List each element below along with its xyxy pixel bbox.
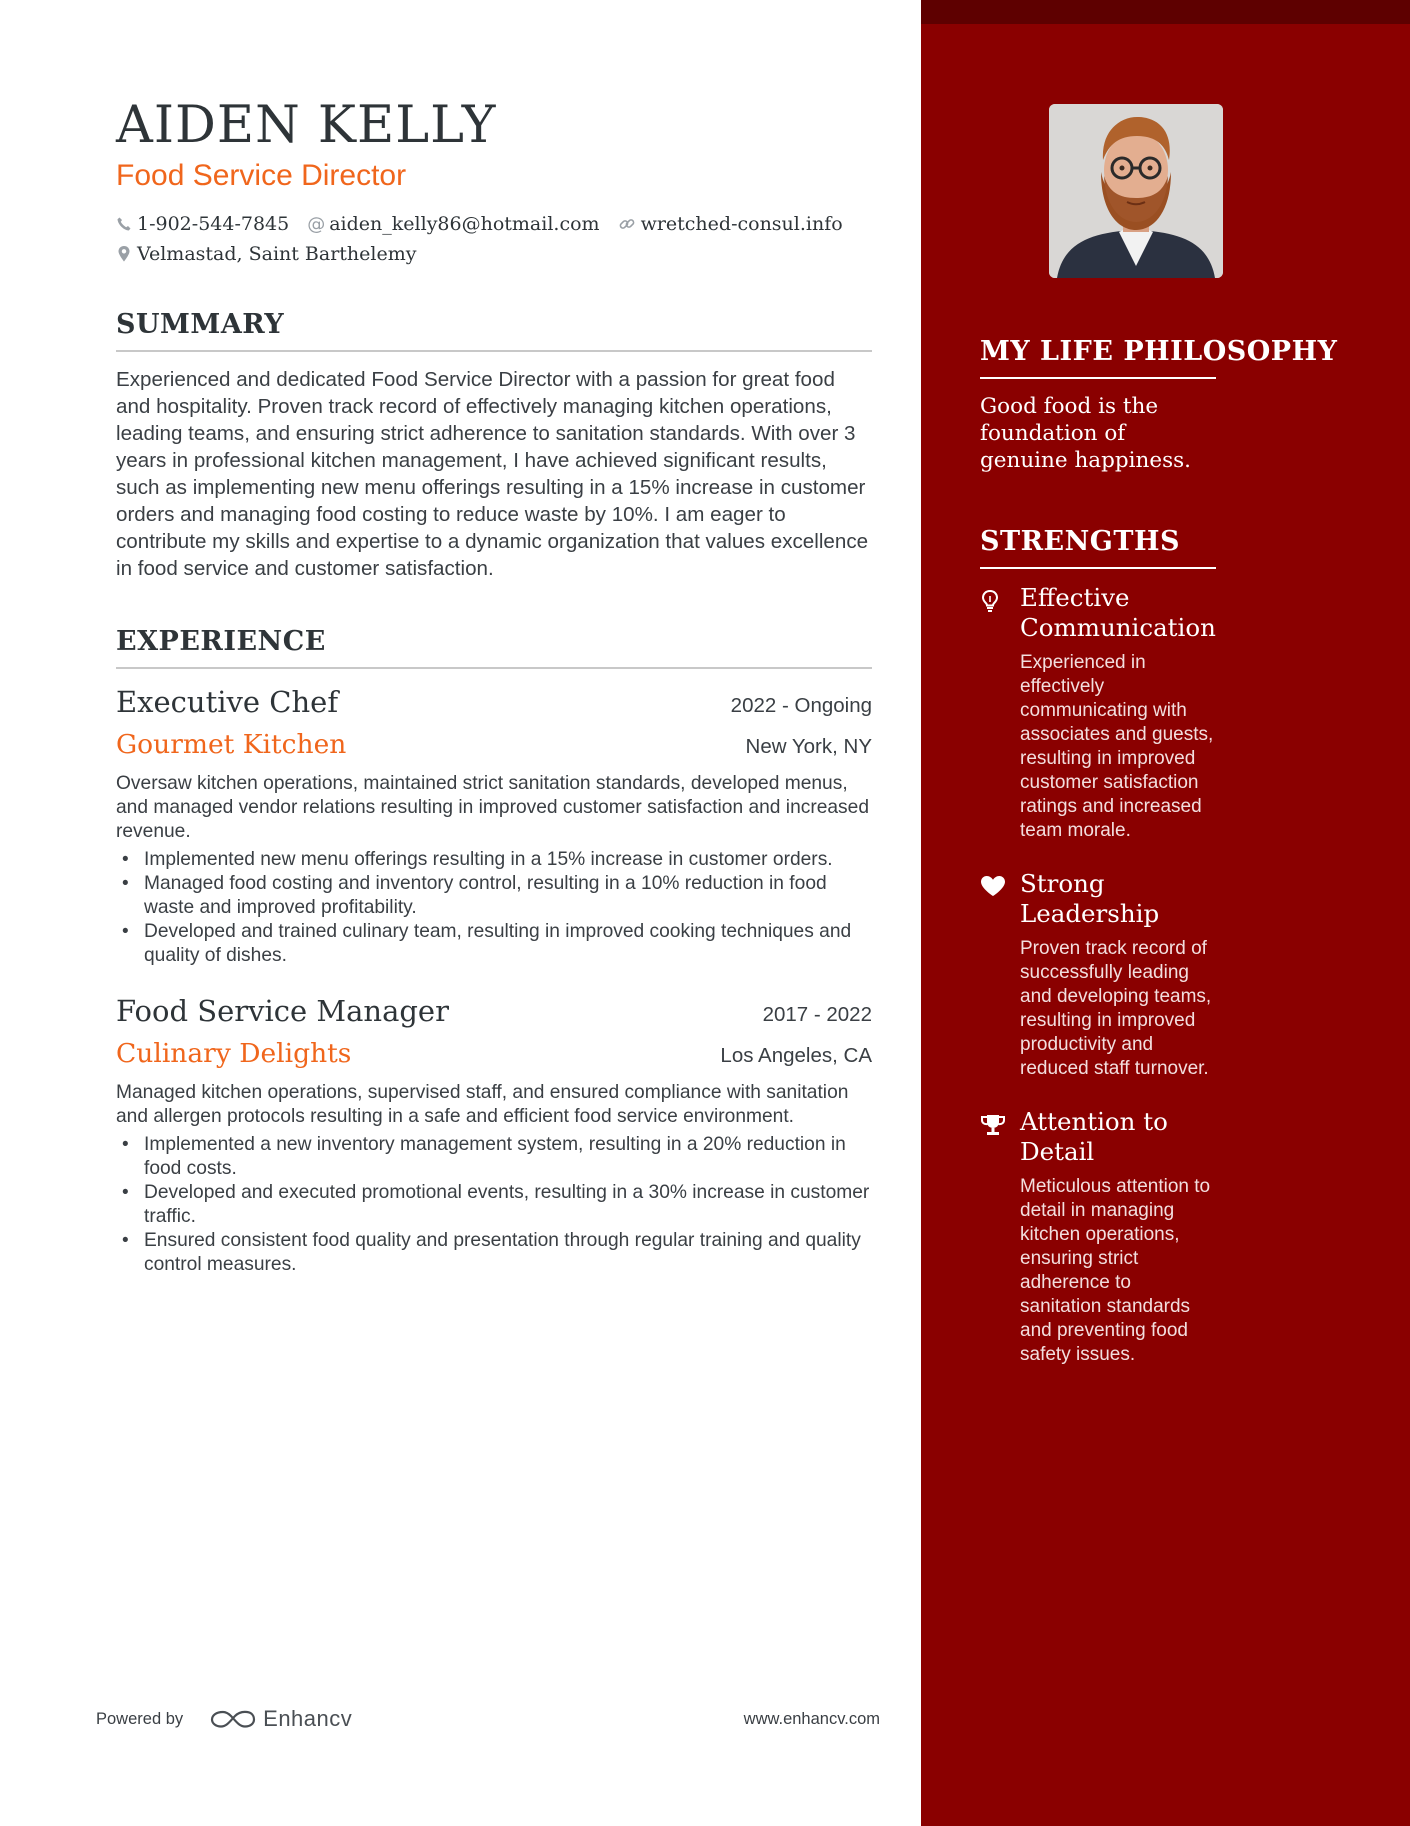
experience-description: Oversaw kitchen operations, maintained strict sanitation standards, developed menus, and managed vendor relations resulting in improved customer satisfaction and increased revenue. — [116, 773, 869, 843]
philosophy-heading: MY LIFE PHILOSOPHY — [980, 336, 1216, 379]
powered-by-label: Powered by — [96, 1709, 184, 1728]
candidate-name: AIDEN KELLY — [116, 96, 497, 155]
location-pin-icon — [116, 245, 132, 263]
experience-description: Managed kitchen operations, supervised staff, and ensured compliance with sanitation and allergen protocols resulting in a safe and efficient food service environment. — [116, 1082, 849, 1128]
phone-text: 1-902-544-7845 — [137, 213, 290, 236]
strengths-section — [980, 526, 1216, 1367]
experience-bullet: • Developed and trained culinary team, resulting in improved cooking techniques and quality of dishes. — [116, 920, 872, 968]
profile-photo-illustration — [1049, 104, 1223, 278]
sidebar-content — [980, 336, 1338, 1367]
footer-website[interactable]: www.enhancv.com — [743, 1709, 880, 1728]
summary-heading: SUMMARY — [116, 309, 872, 352]
summary-text: Experienced and dedicated Food Service Director with a passion for great food and hospitality. Proven track record of effectively managing kitchen operations, leading teams, and ensuring strict adherence to sanitation standards. With over 3 years in professional kitchen management, I have achieved significant results, such as implementing new menu offerings resulting in a 15% increase in customer orders and managing food costing to reduce waste by 10%. I am eager to contribute my skills and expertise to a dynamic organization that values excellence in food service and customer satisfaction. — [116, 368, 869, 581]
experience-bullets — [116, 848, 872, 968]
email-contact[interactable] — [307, 213, 599, 235]
experience-heading: EXPERIENCE — [116, 626, 872, 669]
email-text: aiden_kelly86@hotmail.com — [329, 213, 600, 236]
experience-location: Los Angeles, CA — [720, 1044, 872, 1068]
strength-title: Strong Leadership — [1020, 869, 1160, 928]
main-column — [116, 95, 872, 1277]
experience-bullet: • Developed and executed promotional events, resulting in a 30% increase in customer traffic. — [116, 1181, 872, 1229]
location-text: Velmastad, Saint Barthelemy — [137, 243, 417, 266]
experience-bullet: • Implemented new menu offerings resulting in a 15% increase in customer orders. — [116, 848, 872, 872]
experience-bullets — [116, 1133, 872, 1277]
strength-item — [980, 1107, 1216, 1367]
experience-bullet: • Implemented a new inventory management system, resulting in a 20% reduction in food costs. — [116, 1133, 872, 1181]
enhancv-logo-icon — [209, 1707, 257, 1731]
footer — [96, 1706, 880, 1732]
experience-bullet: • Ensured consistent food quality and presentation through regular training and quality control measures. — [116, 1229, 872, 1277]
enhancv-logo[interactable] — [209, 1706, 352, 1732]
experience-dates: 2022 - Ongoing — [730, 694, 872, 718]
experience-section — [116, 626, 872, 1277]
heart-icon — [980, 875, 1006, 897]
powered-by — [96, 1706, 352, 1732]
location-contact — [116, 243, 417, 265]
lightbulb-icon — [980, 589, 1000, 613]
experience-role: Executive Chef — [116, 685, 339, 720]
contact-info — [116, 209, 872, 269]
strength-title: Attention to Detail — [1020, 1107, 1168, 1166]
experience-company: Gourmet Kitchen — [116, 729, 347, 761]
phone-icon — [116, 216, 132, 232]
experience-role: Food Service Manager — [116, 994, 449, 1029]
experience-location: New York, NY — [745, 735, 872, 759]
experience-company: Culinary Delights — [116, 1038, 352, 1070]
strength-item — [980, 583, 1216, 843]
strength-item — [980, 869, 1216, 1081]
sidebar — [921, 0, 1410, 1826]
summary-section — [116, 309, 872, 582]
link-icon — [618, 215, 636, 233]
sidebar-top-bar — [921, 0, 1410, 24]
experience-entry — [116, 994, 872, 1277]
philosophy-section — [980, 336, 1338, 474]
phone-contact[interactable] — [116, 213, 289, 235]
experience-entry — [116, 685, 872, 968]
trophy-icon — [980, 1113, 1006, 1137]
experience-bullet: • Managed food costing and inventory control, resulting in a 10% reduction in food waste and improved profitability. — [116, 872, 872, 920]
strength-title: Effective Communication — [1020, 583, 1216, 642]
website-text: wretched-consul.info — [640, 213, 843, 236]
profile-photo — [1049, 104, 1223, 278]
job-title: Food Service Director — [116, 159, 407, 193]
strength-description: Experienced in effectively communicating with associates and guests, resulting in improved customer satisfaction ratings and increased team morale. — [1020, 652, 1214, 841]
philosophy-text: Good food is the foundation of genuine happiness. — [980, 394, 1192, 473]
experience-dates: 2017 - 2022 — [762, 1003, 872, 1027]
strength-description: Proven track record of successfully leading and developing teams, resulting in improved productivity and reduced staff turnover. — [1020, 938, 1212, 1079]
strengths-heading: STRENGTHS — [980, 526, 1216, 569]
website-contact[interactable] — [618, 213, 843, 235]
at-icon: @ — [307, 213, 326, 235]
enhancv-logo-text: Enhancv — [263, 1706, 353, 1731]
strength-description: Meticulous attention to detail in managing kitchen operations, ensuring strict adherence to sanitation standards and preventing food safety issues. — [1020, 1176, 1211, 1365]
